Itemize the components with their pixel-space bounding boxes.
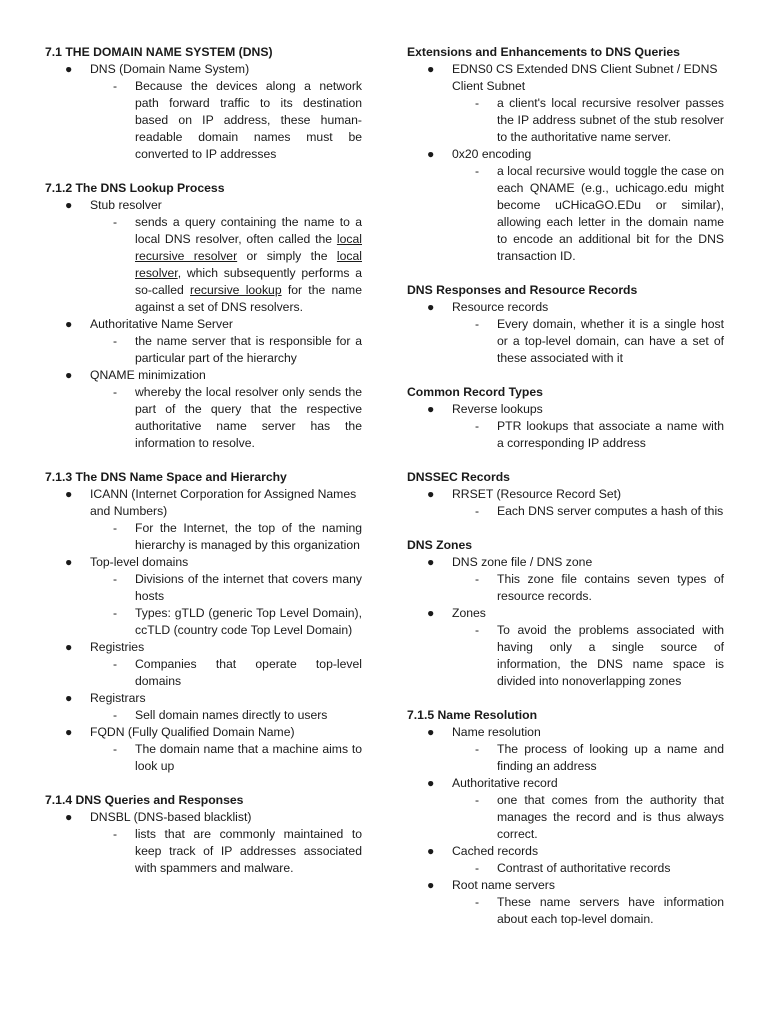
bullet-item (45, 690, 362, 707)
dash-icon: - (113, 606, 118, 620)
sub-item-text: Contrast of authoritative records (497, 861, 671, 875)
bullet-item (407, 843, 724, 860)
bullet-item (407, 146, 724, 163)
bullet-item (407, 605, 724, 622)
bullet-item (45, 639, 362, 656)
dash-icon: - (113, 827, 118, 841)
bullet-icon: ● (65, 487, 73, 501)
sub-item (45, 605, 362, 639)
bullet-icon: ● (427, 487, 435, 501)
sub-item-text: For the Internet, the top of the naming hierarchy is managed by this organization (135, 521, 362, 552)
bullet-icon: ● (65, 725, 73, 739)
bullet-icon: ● (65, 691, 73, 705)
bullet-item (45, 809, 362, 826)
sub-item (407, 503, 724, 520)
dash-icon: - (475, 419, 480, 433)
dash-icon: - (475, 572, 480, 586)
sub-item (407, 860, 724, 877)
sub-item-text: PTR lookups that associate a name with a corresponding IP address (497, 419, 724, 450)
sub-item (45, 78, 362, 163)
dash-icon: - (475, 317, 480, 331)
section-heading: 7.1.2 The DNS Lookup Process (45, 181, 225, 195)
sub-item-text: To avoid the problems associated with having only a single source of information, the DNS name space is divided into nonoverlapping zones (497, 623, 724, 688)
bullet-item (407, 401, 724, 418)
sub-item-text: sends a query containing the name to a local DNS resolver, often called the local recursive resolver or simply the local resolver, which subsequently performs a so-called recursive lookup for the name against a set of DNS resolvers. (135, 215, 362, 314)
dash-icon: - (113, 657, 118, 671)
bullet-label: Reverse lookups (452, 402, 543, 416)
bullet-item (45, 197, 362, 214)
bullet-item (45, 61, 362, 78)
right-column (407, 44, 724, 928)
bullet-icon: ● (427, 147, 435, 161)
bullet-icon: ● (65, 198, 73, 212)
bullet-label: Registrars (90, 691, 146, 705)
dash-icon: - (113, 385, 118, 399)
bullet-item (45, 724, 362, 741)
bullet-icon: ● (427, 62, 435, 76)
sub-item-text: Every domain, whether it is a single host or a top-level domain, can have a set of these associated with it (497, 317, 724, 365)
dash-icon: - (475, 504, 480, 518)
section-heading: 7.1.4 DNS Queries and Responses (45, 793, 244, 807)
sub-item-text: one that comes from the authority that manages the record and is thus always correct. (497, 793, 724, 841)
section-heading: DNSSEC Records (407, 470, 510, 484)
sub-item (45, 520, 362, 554)
bullet-label: EDNS0 CS Extended DNS Client Subnet / EDNS Client Subnet (452, 62, 718, 93)
sub-item-text: Divisions of the internet that covers many hosts (135, 572, 362, 603)
sub-item (45, 214, 362, 316)
bullet-icon: ● (427, 725, 435, 739)
bullet-item (45, 367, 362, 384)
bullet-label: QNAME minimization (90, 368, 206, 382)
dash-icon: - (113, 215, 118, 229)
bullet-label: DNS zone file / DNS zone (452, 555, 593, 569)
sub-item-text: lists that are commonly maintained to keep track of IP addresses associated with spammers and malware. (135, 827, 362, 875)
sub-item-text: Each DNS server computes a hash of this (497, 504, 724, 518)
section-heading: DNS Responses and Resource Records (407, 283, 638, 297)
bullet-label: FQDN (Fully Qualified Domain Name) (90, 725, 295, 739)
sub-item (45, 741, 362, 775)
section-heading: Extensions and Enhancements to DNS Queries (407, 45, 680, 59)
dash-icon: - (113, 742, 118, 756)
section-gap (407, 690, 724, 707)
bullet-item (407, 554, 724, 571)
dash-icon: - (113, 572, 118, 586)
sub-item (45, 826, 362, 877)
bullet-label: Root name servers (452, 878, 555, 892)
bullet-icon: ● (65, 555, 73, 569)
bullet-label: Name resolution (452, 725, 541, 739)
bullet-item (407, 775, 724, 792)
sub-item-text: The process of looking up a name and finding an address (497, 742, 724, 773)
sub-item-text: the name server that is responsible for a particular part of the hierarchy (135, 334, 362, 365)
left-column (45, 44, 362, 877)
dash-icon: - (475, 742, 480, 756)
bullet-icon: ● (65, 640, 73, 654)
sub-item (407, 163, 724, 265)
bullet-label: Resource records (452, 300, 549, 314)
bullet-label: Registries (90, 640, 145, 654)
section-gap (45, 775, 362, 792)
bullet-label: RRSET (Resource Record Set) (452, 487, 622, 501)
sub-item-text: The domain name that a machine aims to look up (135, 742, 362, 773)
section-gap (407, 452, 724, 469)
sub-item-text: a client's local recursive resolver passes the IP address subnet of the stub resolver to the authoritative name server. (497, 96, 724, 144)
bullet-icon: ● (427, 878, 435, 892)
bullet-label: 0x20 encoding (452, 147, 532, 161)
section-heading: 7.1.3 The DNS Name Space and Hierarchy (45, 470, 287, 484)
bullet-label: Cached records (452, 844, 539, 858)
dash-icon: - (475, 164, 480, 178)
sub-item-text: These name servers have information about each top-level domain. (497, 895, 724, 926)
section-gap (45, 163, 362, 180)
sub-item-text: a local recursive would toggle the case on each QNAME (e.g., uchicago.edu might become uCHicaGO.EDu or similar), allowing each letter in the domain name to encode an additional bit for the DNS transaction ID. (497, 164, 724, 263)
sub-item (45, 656, 362, 690)
bullet-icon: ● (427, 606, 435, 620)
sub-item (407, 316, 724, 367)
section-heading: DNS Zones (407, 538, 473, 552)
dash-icon: - (113, 521, 118, 535)
dash-icon: - (113, 334, 118, 348)
sub-item (45, 571, 362, 605)
sub-item (407, 792, 724, 843)
sub-item (407, 894, 724, 928)
bullet-label: Zones (452, 606, 486, 620)
sub-item-text: whereby the local resolver only sends the part of the query that the respective authoritative name server has the information to resolve. (135, 385, 362, 450)
sub-item-text: Companies that operate top-level domains (135, 657, 362, 688)
dash-icon: - (475, 793, 480, 807)
sub-item-text: Types: gTLD (generic Top Level Domain), ccTLD (country code Top Level Domain) (135, 606, 362, 637)
section-gap (45, 452, 362, 469)
sub-item (407, 571, 724, 605)
bullet-label: Authoritative Name Server (90, 317, 233, 331)
sub-item (407, 622, 724, 690)
section-gap (407, 367, 724, 384)
sub-item (45, 333, 362, 367)
bullet-icon: ● (65, 368, 73, 382)
bullet-label: DNS (Domain Name System) (90, 62, 250, 76)
sub-item (407, 95, 724, 146)
section-gap (407, 520, 724, 537)
bullet-icon: ● (427, 300, 435, 314)
section-heading: Common Record Types (407, 385, 543, 399)
bullet-icon: ● (427, 402, 435, 416)
sub-item (45, 707, 362, 724)
bullet-label: Stub resolver (90, 198, 162, 212)
bullet-icon: ● (65, 62, 73, 76)
bullet-item (45, 486, 362, 520)
sub-item (407, 741, 724, 775)
section-heading: 7.1 THE DOMAIN NAME SYSTEM (DNS) (45, 45, 273, 59)
bullet-item (407, 486, 724, 503)
section-gap (407, 265, 724, 282)
dash-icon: - (475, 623, 480, 637)
bullet-item (407, 724, 724, 741)
bullet-label: Authoritative record (452, 776, 558, 790)
bullet-item (407, 299, 724, 316)
sub-item (407, 418, 724, 452)
bullet-icon: ● (65, 317, 73, 331)
bullet-label: DNSBL (DNS-based blacklist) (90, 810, 252, 824)
sub-item-text: Sell domain names directly to users (135, 708, 328, 722)
dash-icon: - (475, 861, 480, 875)
bullet-icon: ● (427, 776, 435, 790)
bullet-icon: ● (427, 844, 435, 858)
bullet-icon: ● (65, 810, 73, 824)
bullet-item (45, 554, 362, 571)
sub-item-text: This zone file contains seven types of resource records. (497, 572, 724, 603)
dash-icon: - (113, 79, 118, 93)
bullet-label: ICANN (Internet Corporation for Assigned Names and Numbers) (90, 487, 357, 518)
sub-item-text: Because the devices along a network path forward traffic to its destination based on IP address, these human-readable domain names must be converted to IP addresses (135, 79, 362, 161)
sub-item (45, 384, 362, 452)
section-heading: 7.1.5 Name Resolution (407, 708, 538, 722)
bullet-label: Top-level domains (90, 555, 189, 569)
dash-icon: - (113, 708, 118, 722)
bullet-icon: ● (427, 555, 435, 569)
bullet-item (45, 316, 362, 333)
bullet-item (407, 877, 724, 894)
dash-icon: - (475, 895, 480, 909)
bullet-item (407, 61, 724, 95)
dash-icon: - (475, 96, 480, 110)
